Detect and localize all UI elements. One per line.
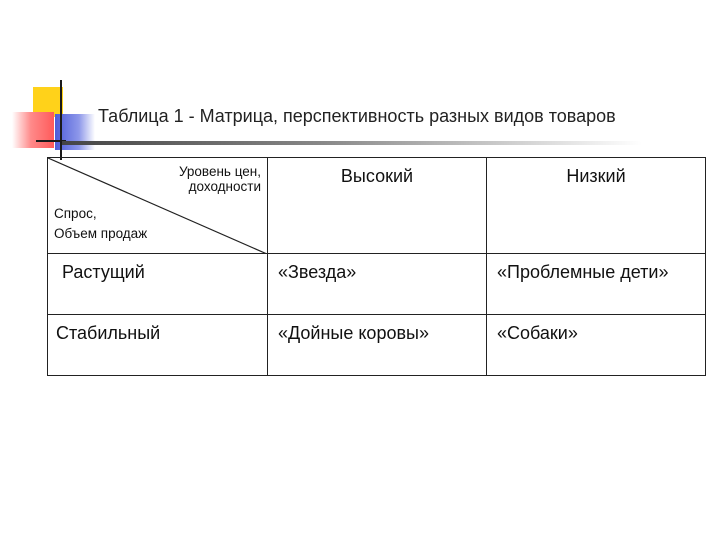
product-matrix-table (47, 157, 706, 376)
cell-cash-cows: «Дойные коровы» (278, 323, 429, 343)
table-cell (268, 315, 487, 376)
logo-red-square (12, 112, 54, 148)
title-underline (62, 141, 642, 145)
table-cell (487, 315, 706, 376)
table-header-row (48, 158, 706, 254)
cell-problem-children: «Проблемные дети» (497, 262, 669, 282)
slide-title: Таблица 1 - Матрица, перспективность разных видов товаров (98, 106, 616, 126)
table-row (48, 254, 706, 315)
row-header-cell (48, 254, 268, 315)
price-axis-label: Уровень цен, доходности (178, 164, 261, 194)
demand-axis-label: Спрос, Объем продаж (54, 206, 148, 241)
row-label-stable: Стабильный (56, 323, 161, 343)
cell-star: «Звезда» (278, 262, 357, 282)
logo-vertical-line (60, 80, 62, 160)
row-label-growing: Растущий (62, 262, 145, 282)
table-cell (268, 254, 487, 315)
column-header-low: Низкий (487, 158, 706, 254)
row-header-cell (48, 315, 268, 376)
table-cell (487, 254, 706, 315)
cell-dogs: «Собаки» (497, 323, 578, 343)
table-row (48, 315, 706, 376)
column-header-high: Высокий (268, 158, 487, 254)
corner-cell (48, 158, 268, 254)
